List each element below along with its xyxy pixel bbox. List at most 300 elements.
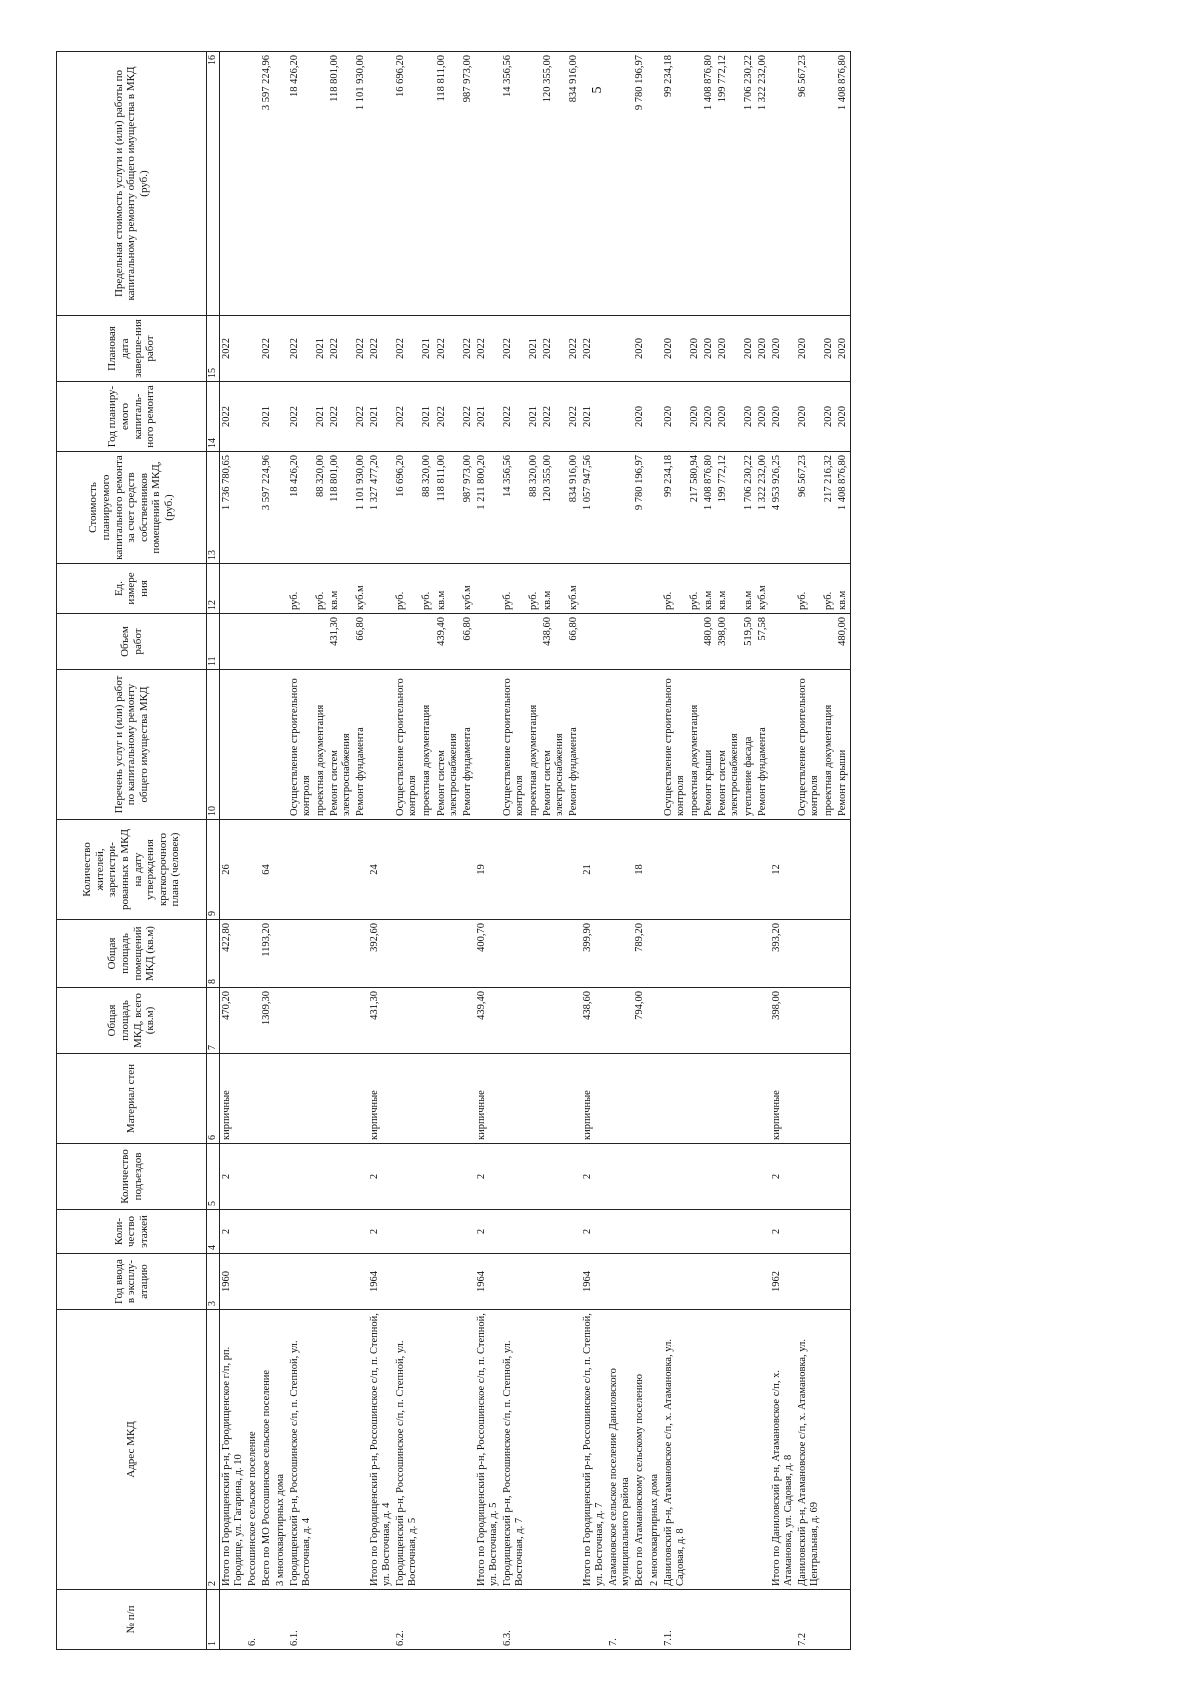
table-cell-col-13: 88 320,00 — [420, 452, 434, 564]
table-cell-col-6 — [288, 1054, 314, 1144]
table-cell-col-7 — [328, 988, 354, 1054]
table-cell-col-11: 66,80 — [461, 614, 475, 670]
table-cell-col-12 — [475, 564, 501, 614]
table-cell-col-13: 88 320,00 — [314, 452, 328, 564]
table-cell-col-3 — [461, 1254, 475, 1310]
table-cell-col-16: 14 356,56 — [501, 52, 527, 316]
table-cell-col-10: Ремонт фундамента — [756, 670, 770, 820]
table-cell-col-4 — [541, 1210, 567, 1254]
table-cell-col-15: 2020 — [836, 316, 851, 382]
table-cell-col-1 — [260, 1590, 274, 1650]
table-cell-col-10 — [633, 670, 647, 820]
table-cell-col-6: кирпичные — [581, 1054, 607, 1144]
table-cell-col-14: 2020 — [770, 382, 796, 452]
table-cell-col-6 — [541, 1054, 567, 1144]
col-number: 11 — [207, 614, 220, 670]
table-cell-col-13: 1 736 780,65 — [219, 452, 246, 564]
table-cell-col-7: 439,40 — [475, 988, 501, 1054]
col-number: 5 — [207, 1144, 220, 1210]
table-cell-col-14: 2020 — [662, 382, 688, 452]
table-cell-col-7 — [688, 988, 702, 1054]
table-cell-col-5 — [756, 1144, 770, 1210]
table-cell-col-7 — [420, 988, 434, 1054]
table-cell-col-2 — [461, 1310, 475, 1590]
table-cell-col-5 — [354, 1144, 368, 1210]
table-cell-col-7 — [501, 988, 527, 1054]
table-cell-col-15: 2022 — [394, 316, 420, 382]
work-row — [716, 52, 742, 1650]
table-cell-col-1: 6. — [246, 1590, 260, 1650]
capital-repair-plan-table — [56, 51, 851, 1650]
table-cell-col-8 — [246, 920, 260, 988]
table-cell-col-15: 2021 — [527, 316, 541, 382]
table-cell-col-5 — [702, 1144, 716, 1210]
table-cell-col-15: 2020 — [633, 316, 647, 382]
col-header-5: Количество подъездов — [57, 1144, 207, 1210]
work-row — [354, 52, 368, 1650]
table-cell-col-2: Итого по Городищенский р-н, Россошинское с/п, п. Степной, ул. Восточная, д. 5 — [475, 1310, 501, 1590]
work-row — [756, 52, 770, 1650]
work-row — [501, 52, 527, 1650]
table-body — [219, 52, 851, 1650]
table-cell-col-13: 987 973,00 — [461, 452, 475, 564]
header-row — [57, 52, 207, 1650]
table-cell-col-16: 1 101 930,00 — [354, 52, 368, 316]
table-cell-col-14: 2022 — [394, 382, 420, 452]
table-cell-col-15: 2020 — [796, 316, 822, 382]
table-cell-col-8 — [662, 920, 688, 988]
table-cell-col-14: 2020 — [756, 382, 770, 452]
work-row — [314, 52, 328, 1650]
table-cell-col-16: 3 597 224,96 — [260, 52, 274, 316]
table-cell-col-5 — [633, 1144, 647, 1210]
table-cell-col-4 — [354, 1210, 368, 1254]
table-cell-col-5 — [274, 1144, 288, 1210]
table-cell-col-4 — [742, 1210, 756, 1254]
col-number: 3 — [207, 1254, 220, 1310]
table-cell-col-11 — [607, 614, 633, 670]
table-cell-col-15: 2022 — [501, 316, 527, 382]
table-cell-col-12: куб.м — [756, 564, 770, 614]
work-row — [742, 52, 756, 1650]
table-cell-col-1 — [420, 1590, 434, 1650]
table-cell-col-3: 1964 — [581, 1254, 607, 1310]
table-cell-col-1: 7.1. — [662, 1590, 688, 1650]
table-cell-col-16: 199 772,12 — [716, 52, 742, 316]
table-cell-col-3 — [354, 1254, 368, 1310]
table-cell-col-11 — [420, 614, 434, 670]
table-cell-col-8 — [648, 920, 662, 988]
work-row — [461, 52, 475, 1650]
table-cell-col-13: 1 211 800,20 — [475, 452, 501, 564]
table-cell-col-4 — [796, 1210, 822, 1254]
table-cell-col-2: Итого по Городищенский р-н, Городищенское г/п, рп. Городище, ул. Гагарина, д. 10 — [219, 1310, 246, 1590]
table-cell-col-7 — [314, 988, 328, 1054]
note-row — [648, 52, 662, 1650]
table-cell-col-11: 57,58 — [756, 614, 770, 670]
col-number: 13 — [207, 452, 220, 564]
table-cell-col-11 — [274, 614, 288, 670]
table-cell-col-13: 834 916,00 — [567, 452, 581, 564]
table-cell-col-16: 987 973,00 — [461, 52, 475, 316]
table-cell-col-10 — [274, 670, 288, 820]
table-cell-col-15: 2020 — [756, 316, 770, 382]
table-cell-col-13: 120 355,00 — [541, 452, 567, 564]
table-cell-col-2: Итого по Даниловский р-н, Атамановское с/п, х. Атамановка, ул. Садовая, д. 8 — [770, 1310, 796, 1590]
table-cell-col-2: Итого по Городищенский р-н, Россошинское с/п, п. Степной, ул. Восточная, д. 4 — [368, 1310, 394, 1590]
table-cell-col-6 — [274, 1054, 288, 1144]
table-cell-col-14: 2021 — [581, 382, 607, 452]
col-header-13: Стоимость планируемого капитального ремонта за счет средств собственников помещений в МКД, (руб.) — [57, 452, 207, 564]
table-cell-col-11 — [688, 614, 702, 670]
table-cell-col-6 — [633, 1054, 647, 1144]
col-number: 16 — [207, 52, 220, 316]
table-cell-col-6 — [756, 1054, 770, 1144]
summary-row — [475, 52, 501, 1650]
table-cell-col-9 — [742, 820, 756, 920]
table-cell-col-4 — [688, 1210, 702, 1254]
table-cell-col-5 — [420, 1144, 434, 1210]
table-cell-col-6 — [662, 1054, 688, 1144]
table-cell-col-2 — [541, 1310, 567, 1590]
table-cell-col-7 — [541, 988, 567, 1054]
table-cell-col-5 — [314, 1144, 328, 1210]
table-cell-col-7 — [461, 988, 475, 1054]
table-cell-col-15: 2021 — [314, 316, 328, 382]
table-cell-col-14: 2022 — [461, 382, 475, 452]
table-cell-col-8: 399,90 — [581, 920, 607, 988]
table-cell-col-8 — [420, 920, 434, 988]
table-cell-col-4 — [288, 1210, 314, 1254]
table-cell-col-7 — [742, 988, 756, 1054]
table-cell-col-1 — [688, 1590, 702, 1650]
table-cell-col-11 — [260, 614, 274, 670]
col-number: 1 — [207, 1590, 220, 1650]
table-cell-col-14: 2020 — [836, 382, 851, 452]
table-cell-col-4 — [420, 1210, 434, 1254]
table-cell-col-12 — [368, 564, 394, 614]
table-cell-col-8 — [461, 920, 475, 988]
table-cell-col-15: 2020 — [716, 316, 742, 382]
table-cell-col-5 — [461, 1144, 475, 1210]
table-cell-col-9: 64 — [260, 820, 274, 920]
table-cell-col-16 — [274, 52, 288, 316]
table-cell-col-12: руб. — [288, 564, 314, 614]
table-cell-col-10: проектная документация — [688, 670, 702, 820]
table-cell-col-7: 398,00 — [770, 988, 796, 1054]
table-cell-col-13: 9 780 196,97 — [633, 452, 647, 564]
table-cell-col-4 — [756, 1210, 770, 1254]
table-cell-col-10 — [607, 670, 633, 820]
col-number: 10 — [207, 670, 220, 820]
table-cell-col-3 — [756, 1254, 770, 1310]
table-cell-col-10: Осуществление строительного контроля — [288, 670, 314, 820]
table-cell-col-10 — [581, 670, 607, 820]
table-cell-col-1: 7.2 — [796, 1590, 822, 1650]
table-cell-col-12: кв.м — [541, 564, 567, 614]
table-cell-col-3 — [274, 1254, 288, 1310]
table-cell-col-16 — [314, 52, 328, 316]
table-cell-col-1: 6.2. — [394, 1590, 420, 1650]
table-cell-col-4 — [662, 1210, 688, 1254]
table-cell-col-13: 14 356,56 — [501, 452, 527, 564]
col-header-6: Материал стен — [57, 1054, 207, 1144]
table-cell-col-6 — [567, 1054, 581, 1144]
table-cell-col-11: 431,30 — [328, 614, 354, 670]
table-cell-col-2 — [716, 1310, 742, 1590]
table-cell-col-1 — [702, 1590, 716, 1650]
table-cell-col-8 — [328, 920, 354, 988]
table-cell-col-12 — [274, 564, 288, 614]
table-cell-col-4 — [461, 1210, 475, 1254]
table-cell-col-1 — [836, 1590, 851, 1650]
table-cell-col-16: 99 234,18 — [662, 52, 688, 316]
table-cell-col-7 — [822, 988, 836, 1054]
work-row — [688, 52, 702, 1650]
table-cell-col-8: 400,70 — [475, 920, 501, 988]
table-cell-col-3 — [648, 1254, 662, 1310]
table-cell-col-3 — [527, 1254, 541, 1310]
work-row — [702, 52, 716, 1650]
table-cell-col-14: 2022 — [288, 382, 314, 452]
table-cell-col-12: кв.м — [702, 564, 716, 614]
table-cell-col-10 — [246, 670, 260, 820]
section-row — [246, 52, 260, 1650]
table-cell-col-10: Ремонт систем электроснабжения — [435, 670, 461, 820]
table-cell-col-2: 3 многоквартирных дома — [274, 1310, 288, 1590]
table-cell-col-2: Городищенский р-н, Россошинское с/п, п. Степной, ул. Восточная, д. 4 — [288, 1310, 314, 1590]
table-cell-col-5 — [541, 1144, 567, 1210]
table-cell-col-5 — [328, 1144, 354, 1210]
rotated-table-container — [56, 52, 1134, 1650]
table-cell-col-10: Осуществление строительного контроля — [394, 670, 420, 820]
table-cell-col-13: 96 567,23 — [796, 452, 822, 564]
table-cell-col-9: 18 — [633, 820, 647, 920]
table-cell-col-14: 2020 — [716, 382, 742, 452]
table-cell-col-4 — [716, 1210, 742, 1254]
table-cell-col-13 — [607, 452, 633, 564]
table-cell-col-10: Ремонт систем электроснабжения — [328, 670, 354, 820]
table-cell-col-14 — [648, 382, 662, 452]
table-cell-col-7: 438,60 — [581, 988, 607, 1054]
table-cell-col-8 — [274, 920, 288, 988]
table-cell-col-4: 2 — [368, 1210, 394, 1254]
table-cell-col-3 — [662, 1254, 688, 1310]
table-cell-col-3 — [501, 1254, 527, 1310]
table-cell-col-4 — [314, 1210, 328, 1254]
col-header-12: Ед. измере ния — [57, 564, 207, 614]
table-cell-col-1 — [581, 1590, 607, 1650]
table-cell-col-16 — [527, 52, 541, 316]
table-cell-col-5 — [246, 1144, 260, 1210]
table-cell-col-13: 1 327 477,20 — [368, 452, 394, 564]
table-cell-col-3: 1964 — [368, 1254, 394, 1310]
table-cell-col-15: 2021 — [420, 316, 434, 382]
table-cell-col-10: Ремонт крыши — [702, 670, 716, 820]
table-cell-col-12: кв.м — [716, 564, 742, 614]
table-cell-col-11: 439,40 — [435, 614, 461, 670]
table-cell-col-5: 2 — [368, 1144, 394, 1210]
table-cell-col-4 — [435, 1210, 461, 1254]
table-cell-col-16 — [822, 52, 836, 316]
table-cell-col-1 — [354, 1590, 368, 1650]
table-cell-col-10 — [770, 670, 796, 820]
table-cell-col-7 — [567, 988, 581, 1054]
table-cell-col-15: 2022 — [328, 316, 354, 382]
work-row — [796, 52, 822, 1650]
table-cell-col-10: Ремонт крыши — [836, 670, 851, 820]
col-number: 15 — [207, 316, 220, 382]
work-row — [541, 52, 567, 1650]
table-cell-col-9: 12 — [770, 820, 796, 920]
table-cell-col-4 — [246, 1210, 260, 1254]
table-cell-col-2: Городищенский р-н, Россошинское с/п, п. Степной, ул. Восточная, д. 7 — [501, 1310, 527, 1590]
table-cell-col-3 — [328, 1254, 354, 1310]
table-cell-col-5: 2 — [219, 1144, 246, 1210]
table-cell-col-8 — [314, 920, 328, 988]
table-cell-col-10 — [475, 670, 501, 820]
table-cell-col-10: проектная документация — [420, 670, 434, 820]
table-cell-col-9 — [541, 820, 567, 920]
table-cell-col-1 — [274, 1590, 288, 1650]
table-cell-col-2 — [822, 1310, 836, 1590]
table-cell-col-7: 794,00 — [633, 988, 647, 1054]
table-cell-col-8: 1193,20 — [260, 920, 274, 988]
table-cell-col-15: 2020 — [662, 316, 688, 382]
table-cell-col-6 — [702, 1054, 716, 1144]
table-cell-col-14 — [246, 382, 260, 452]
table-cell-col-12: кв.м — [742, 564, 756, 614]
table-cell-col-15: 2022 — [260, 316, 274, 382]
table-cell-col-16 — [607, 52, 633, 316]
table-cell-col-10: Осуществление строительного контроля — [796, 670, 822, 820]
table-cell-col-2: Всего по МО Россошинское сельское поселение — [260, 1310, 274, 1590]
table-cell-col-15 — [648, 316, 662, 382]
table-cell-col-10: утепление фасада — [742, 670, 756, 820]
table-cell-col-10: Ремонт фундамента — [567, 670, 581, 820]
table-cell-col-3 — [567, 1254, 581, 1310]
table-cell-col-12 — [770, 564, 796, 614]
col-number: 14 — [207, 382, 220, 452]
table-cell-col-4 — [567, 1210, 581, 1254]
table-cell-col-8 — [716, 920, 742, 988]
table-cell-col-10: проектная документация — [527, 670, 541, 820]
table-cell-col-4: 2 — [581, 1210, 607, 1254]
table-cell-col-14: 2022 — [354, 382, 368, 452]
table-cell-col-8 — [354, 920, 368, 988]
table-cell-col-7 — [288, 988, 314, 1054]
col-number: 12 — [207, 564, 220, 614]
table-cell-col-10: Осуществление строительного контроля — [662, 670, 688, 820]
col-header-8: Общая площадь помещений МКД (кв.м) — [57, 920, 207, 988]
table-cell-col-2: 2 многоквартирных дома — [648, 1310, 662, 1590]
table-cell-col-16: 16 696,20 — [394, 52, 420, 316]
table-cell-col-4 — [260, 1210, 274, 1254]
table-cell-col-3: 1964 — [475, 1254, 501, 1310]
table-cell-col-1 — [756, 1590, 770, 1650]
table-cell-col-3: 1962 — [770, 1254, 796, 1310]
table-cell-col-4 — [702, 1210, 716, 1254]
table-cell-col-9 — [836, 820, 851, 920]
table-cell-col-3 — [420, 1254, 434, 1310]
table-cell-col-4 — [822, 1210, 836, 1254]
table-cell-col-13: 1 101 930,00 — [354, 452, 368, 564]
table-cell-col-6 — [461, 1054, 475, 1144]
table-cell-col-14: 2021 — [475, 382, 501, 452]
table-cell-col-12: руб. — [527, 564, 541, 614]
table-cell-col-5 — [836, 1144, 851, 1210]
table-cell-col-5 — [688, 1144, 702, 1210]
table-cell-col-1 — [461, 1590, 475, 1650]
col-header-9: Количество жителей, зарегистри-рованных в МКД на дату утверждения краткосрочного плана (человек) — [57, 820, 207, 920]
table-cell-col-6 — [354, 1054, 368, 1144]
table-cell-col-9 — [354, 820, 368, 920]
table-cell-col-12: руб. — [796, 564, 822, 614]
table-cell-col-11 — [246, 614, 260, 670]
table-cell-col-12: куб.м — [567, 564, 581, 614]
table-cell-col-7 — [527, 988, 541, 1054]
table-cell-col-14: 2022 — [567, 382, 581, 452]
table-cell-col-1 — [314, 1590, 328, 1650]
table-cell-col-6 — [420, 1054, 434, 1144]
table-cell-col-14 — [607, 382, 633, 452]
table-cell-col-9 — [648, 820, 662, 920]
col-header-16: Предельная стоимость услуги и (или) работы по капитальному ремонту общего имущества в МКД (руб.) — [57, 52, 207, 316]
table-cell-col-11: 66,80 — [354, 614, 368, 670]
table-cell-col-1 — [633, 1590, 647, 1650]
table-cell-col-15: 2022 — [581, 316, 607, 382]
table-cell-col-16 — [420, 52, 434, 316]
table-cell-col-14: 2022 — [435, 382, 461, 452]
table-cell-col-1 — [567, 1590, 581, 1650]
table-cell-col-6 — [822, 1054, 836, 1144]
work-row — [435, 52, 461, 1650]
table-cell-col-11: 519,50 — [742, 614, 756, 670]
table-cell-col-9 — [328, 820, 354, 920]
col-header-10: Перечень услуг и (или) работ по капитальному ремонту общего имущества МКД — [57, 670, 207, 820]
table-cell-col-5 — [648, 1144, 662, 1210]
table-cell-col-8 — [394, 920, 420, 988]
table-cell-col-9 — [314, 820, 328, 920]
page-number: 5 — [590, 86, 605, 94]
table-cell-col-8 — [501, 920, 527, 988]
table-cell-col-6: кирпичные — [475, 1054, 501, 1144]
table-cell-col-4: 2 — [770, 1210, 796, 1254]
table-cell-col-1 — [219, 1590, 246, 1650]
table-cell-col-6 — [246, 1054, 260, 1144]
table-cell-col-14: 2022 — [541, 382, 567, 452]
table-cell-col-15: 2022 — [435, 316, 461, 382]
table-cell-col-3 — [822, 1254, 836, 1310]
table-cell-col-14: 2020 — [633, 382, 647, 452]
table-cell-col-12 — [648, 564, 662, 614]
table-cell-col-8 — [742, 920, 756, 988]
table-cell-col-4 — [648, 1210, 662, 1254]
table-cell-col-11: 66,80 — [567, 614, 581, 670]
table-cell-col-16 — [475, 52, 501, 316]
col-number: 2 — [207, 1310, 220, 1590]
table-cell-col-12: кв.м — [328, 564, 354, 614]
table-cell-col-4 — [527, 1210, 541, 1254]
table-cell-col-12 — [581, 564, 607, 614]
table-cell-col-13: 16 696,20 — [394, 452, 420, 564]
table-cell-col-5 — [822, 1144, 836, 1210]
table-cell-col-1 — [368, 1590, 394, 1650]
col-number: 8 — [207, 920, 220, 988]
table-cell-col-9 — [716, 820, 742, 920]
table-cell-col-7 — [354, 988, 368, 1054]
table-cell-col-5: 2 — [581, 1144, 607, 1210]
